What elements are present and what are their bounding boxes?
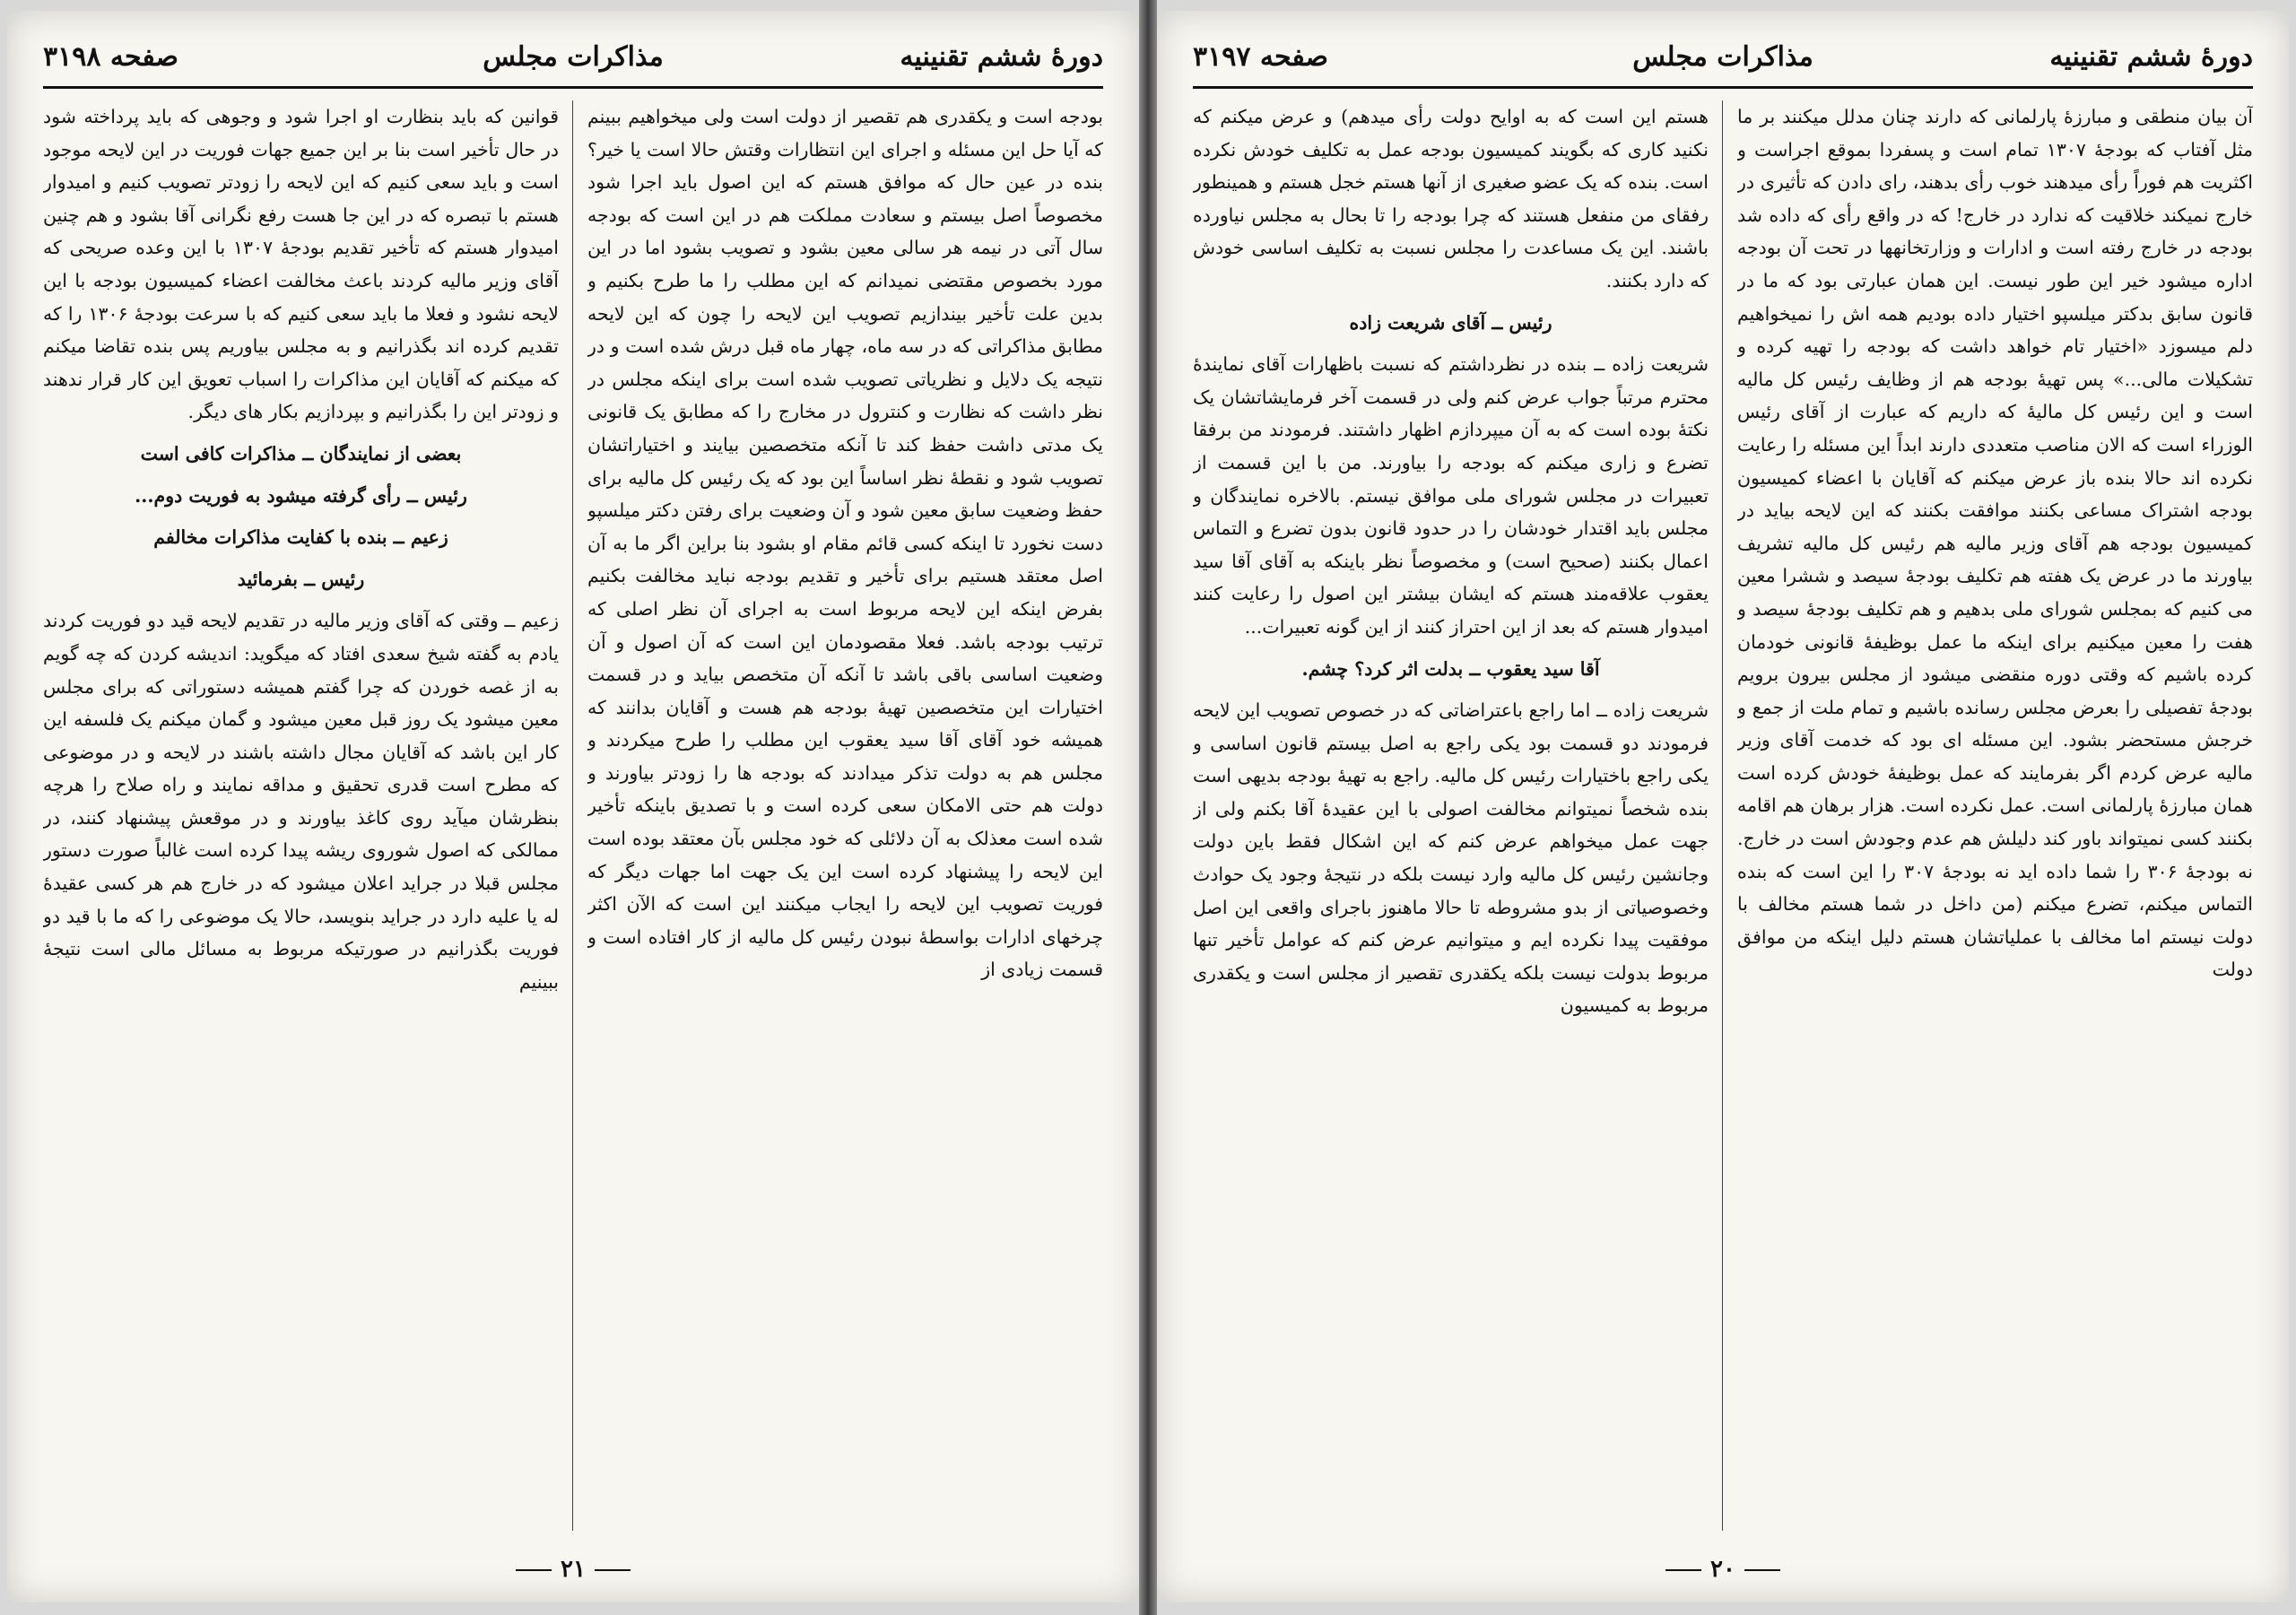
- left-page-right-column: [587, 100, 1103, 1531]
- folio-dash: [1744, 1569, 1780, 1571]
- paragraph: بودجه است و یکقدری هم تقصیر از دولت است ولی میخواهیم ببینم که آیا حل این مسئله و اجرای این انتظارات وقتش حالا است یا خیر؟ بنده در عین حال که موافق هستم که این اصول باید اجرا شود مخصوصاً اصل بیستم و سعادت مملکت هم در این است که بودجه سال آتی در نیمه هر سالی معین بشود و تصویب بشود اما در این مورد بخصوص مقتضی نمیدانم که این مطلب را ما طرح بکنیم و بدین علت تأخیر بیندازیم تصویب این لایحه را چون که این لایحه مطابق مذاکراتی که در سه ماه، چهار ماه قبل درش شده است و در نتیجه یک دلایل و نظریاتی تصویب شده است برای اینکه مجلس در نظر داشت که نظارت و کنترول در مخارج را که مطابق یک قانونی یک مدتی داشت حفظ کند تا آنکه متخصصین بیایند و اختیاراتشان تصویب شود و نقطهٔ نظر اساساً این بود که یک رئیس کل مالیه برای حفظ وضعیت سابق معین شود و آن وضعیت برای رفتن دکتر میلسپو دست نخورد تا اینکه کسی قائم مقام او بشود بنا براین اگر ما به آن اصل معتقد هستیم برای تأخیر و تقدیم بودجه نباید مخالفت بکنیم بفرض اینکه این لایحه مربوط است به اجرای آن نظر اصلی که ترتیب بودجه باشد. فعلا مقصودمان این است که آن اصول و آن وضعیت اساسی باقی باشد تا آنکه آن متخصص بیاید و در قسمت اختیارات این متخصصین تهیهٔ بودجه هم هست و آقایان بدانند که همیشه خود آقای آقا سید یعقوب این مطلب را طرح میکردند و مجلس هم به دولت تذکر میدادند که بودجه ها را زودتر بیاورند و دولت هم حتی الامکان سعی کرده است و با تصدیق باینکه تأخیر شده است معذلک به آن دلائلی که خود مجلس بآن معتقد بوده است این لایحه را پیشنهاد کرده است این یک جهت اما جهات دیگر که فوریت تصویب این لایحه را ایجاب میکنند این است که الآن اکثر چرخهای ادارات بواسطهٔ نبودن رئیس کل مالیه از کار افتاده است و قسمت زیادی از: [587, 106, 1103, 981]
- column-divider: [1722, 100, 1723, 1531]
- speaker-line: بعضی از نمایندگان ــ مذاکرات کافی است: [140, 442, 462, 465]
- speaker-line: زعیم ــ بنده با کفایت مذاکرات مخالفم: [153, 526, 448, 549]
- left-page-period-label: دورهٔ ششم تقنینیه: [900, 41, 1103, 73]
- folio-number: ۲۱: [561, 1556, 586, 1583]
- folio-dash: [595, 1569, 631, 1571]
- right-page-running-title: مذاکرات مجلس: [1632, 41, 1813, 73]
- paragraph: شریعت زاده ــ اما راجع باعتراضاتی که در خصوص تصویب این لایحه فرمودند دو قسمت بود یکی راجع به اصل بیستم قانون اساسی و یکی راجع باختیارات رئیس کل مالیه. راجع به تهیهٔ بودجه بدیهی است بنده شخصاً نمیتوانم مخالفت اصولی با این عقیدهٔ آقا بکنم ولی از جهت عمل میخواهم عرض کنم که این اشکال فقط باین دولت وجانشین رئیس کل مالیه وارد نیست بلکه در نتیجهٔ وجود یک حوادث وخصوصیاتی از بدو مشروطه تا حالا ماهنوز باجرای واقعی این اصل موفقیت پیدا نکرده ایم و میتوانیم عرض کنم که عوامل تأخیر تنها مربوط بدولت نیست بلکه یکقدری تقصیر از مجلس است و یکقدری مربوط به کمیسیون: [1193, 699, 1709, 1017]
- right-page-header: [1193, 36, 2253, 89]
- left-page-header: [43, 36, 1103, 89]
- left-page-left-column: [43, 100, 559, 1531]
- right-page-folio: [1657, 1556, 1789, 1583]
- speaker-line: رئیس ــ بفرمائید: [237, 568, 365, 590]
- folio-dash: [1665, 1569, 1701, 1571]
- column-divider: [572, 100, 573, 1531]
- paragraph: هستم این است که به اوایح دولت رأی میدهم) و عرض میکنم که نکنید کاری که بگویند کمیسیون بودجه عمل به تکلیف خودش نکرده است. بنده که یک عضو صغیری از آنها هستم خجل هستم و همینطور رفقای من منفعل هستند که چرا بودجه را تا بحال به مجلس نیاورده باشند. این یک مساعدت را مجلس نسبت به تکلیف اساسی خودش که دارد بکنند.: [1193, 106, 1709, 291]
- speaker-line: آقا سید یعقوب ــ بدلت اثر کرد؟ چشم.: [1301, 657, 1600, 680]
- paragraph: شریعت زاده ــ بنده در نظرداشتم که نسبت باظهارات آقای نمایندهٔ محترم مرتباً جواب عرض کنم ولی در قسمت آخر فرمایشاتشان یک نکتهٔ بوده است که به آن میپردازم اظهار داشتند. فرمودند من برفقا تضرع و زاری میکنم که بودجه را بیاورند. من با این قسمت از تعبیرات در مجلس شورای ملی موافق نیستم. بالاخره نمایندگان و مجلس باید اقتدار خودشان را در حدود قانون بدون تضرع و التماس اعمال بکنند (صحیح است) و مخصوصاً نظر باینکه به آقای آقا سید یعقوب علاقه‌مند هستم که ایشان بیشتر این اصول را رعایت کنند امیدوار هستم که بعد از این احتراز کنند از این گونه تعبیرات...: [1193, 353, 1709, 638]
- paragraph: آن بیان منطقی و مبارزهٔ پارلمانی که دارند چنان مدلل میکنند بر ما مثل آفتاب که بودجهٔ ۱۳۰۷ تمام است و پسفردا بموقع اجراست و اکثریت هم فوراً رأی میدهند خوب رأی بدهند، رای دادن که تأثیری در خارج نمیکند خلاقیت که ندارد در خارج! که در واقع رأی که داده شد بودجه در خارج رفته است و ادارات و وزارتخانهها در تحت آن بودجه اداره میشود خیر این طور نیست. این همان عبارتی بود که ما در قانون سابق بدکتر میلسپو اختیار داده بودیم همه اش را نمیخواهیم دلم میسوزد «اختیار تام خواهد داشت که بودجه را تهیه کرده و تشکیلات مالی...» پس تهیهٔ بودجه هم از وظایف رئیس کل مالیه است و این رئیس کل مالیهٔ که داریم که عبارت از آقای رئیس الوزراء است که الان مناصب متعددی دارند ابداً این مسئله را رعایت نکرده اند حالا بنده باز عرض میکنم که آقایان با اعضاء کمیسیون بودجه اشتراک مساعی بکنند موافقت بکنند که این لایحه بیاید در کمیسیون بودجه هم آقای وزیر مالیه هم رئیس کل مالیه تشریف بیاورند ما در عرض یک هفته هم تکلیف بودجهٔ سیصد و ششرا معین می کنیم که بمجلس شورای ملی بدهیم و هم تکلیف بودجهٔ سیصد و هفت را معین میکنیم برای اینکه ما عمل بوظیفهٔ قانونی خودمان کرده باشیم که وقتی دوره منقضی میشود از مجلس بیرون برویم بودجهٔ تفصیلی را بعرض مجلس رسانده باشیم و تمام ملت از جمع و خرجش مستحضر بشود. این مسئله ای بود که خدمت آقای وزیر مالیه عرض کردم اگر بفرمایند که عمل بوظیفهٔ خودش کرده است همان مبارزهٔ پارلمانی است. عمل نکرده است. هزار برهان هم اقامه بکنند کسی نمیتواند باور کند دلیلش هم عدم وجودش است در خارج. نه بودجهٔ ۳۰۶ را شما داده اید نه بودجهٔ ۳۰۷ را این است که بنده التماس میکنم، تضرع میکنم (من داخل در شما هستم مخالف با دولت نیستم اما مخالف با عملیاتشان هستم دلیل اینکه من موافق دولت: [1737, 106, 2253, 981]
- paragraph: زعیم ــ وقتی که آقای وزیر مالیه در تقدیم لایحه قید دو فوریت کردند یادم به گفته شیخ سعدی افتاد که میگوید: اندیشه کردن که چه گویم به از غصه خوردن که چرا گفتم همیشه دستوراتی که برای مجلس معین میشود یک روز قبل معین میشود و گمان میکنم یک فلسفه این کار این باشد که آقایان مجال داشته باشند در لایحه و در موضوعی که مطرح است قدری تحقیق و مداقه نمایند و راه صلاح را هرچه بنظرشان میآید روی کاغذ بیاورند و در موقعش پیشنهاد کنند، در ممالکی که اصول شوروی ریشه پیدا کرده است غالباً صورت دستور مجلس قبلا در جراید اعلان میشود که در خارج هم هر کسی عقیدهٔ له یا علیه دارد در جراید بنویسد، حالا یک موضوعی را که ما با قید دو فوریت بگذرانیم در صورتیکه مربوط به مسائل مالی است نتیجهٔ ببینیم: [43, 610, 559, 993]
- right-page-number-label: صفحه ۳۱۹۷: [1193, 41, 1328, 73]
- right-page-left-column: [1193, 100, 1709, 1531]
- speaker-line: رئیس ــ آقای شریعت زاده: [1349, 311, 1552, 334]
- left-page: [7, 11, 1139, 1602]
- right-page-right-column: [1737, 100, 2253, 1531]
- left-page-number-label: صفحه ۳۱۹۸: [43, 41, 178, 73]
- right-page-period-label: دورهٔ ششم تقنینیه: [2049, 41, 2253, 73]
- folio-dash: [516, 1569, 552, 1571]
- left-page-folio: [507, 1556, 639, 1583]
- right-page: [1157, 11, 2289, 1602]
- left-page-running-title: مذاکرات مجلس: [483, 41, 664, 73]
- paragraph: قوانین که باید بنظارت او اجرا شود و وجوهی که باید پرداخته شود در حال تأخیر است بنا بر این جمیع جهات فوریت در این لایحه موجود است و باید سعی کنیم که این لایحه را زودتر تصویب کنیم و امیدوار هستم با تبصره که در این جا هست رفع نگرانی آقا بشود و هم چنین امیدوار هستم که تأخیر تقدیم بودجهٔ ۱۳۰۷ با این وعده صریحی که آقای وزیر مالیه کردند باعث مخالفت اعضاء کمیسیون بودجه با این لایحه نشود و فعلا ما باید سعی کنیم که با سرعت بودجهٔ ۱۳۰۶ را که تقدیم کرده اند بگذرانیم و به مجلس بیاوریم پس بنده تقاضا میکنم که میکنم که آقایان این مذاکرات را اسباب تعویق این کار قرار ندهند و زودتر این را بگذرانیم و بپردازیم بکار های دیگر.: [43, 106, 559, 423]
- book-gutter: [1139, 0, 1157, 1615]
- folio-number: ۲۰: [1710, 1556, 1735, 1583]
- speaker-line: رئیس ــ رأی گرفته میشود به فوریت دوم...: [135, 484, 467, 507]
